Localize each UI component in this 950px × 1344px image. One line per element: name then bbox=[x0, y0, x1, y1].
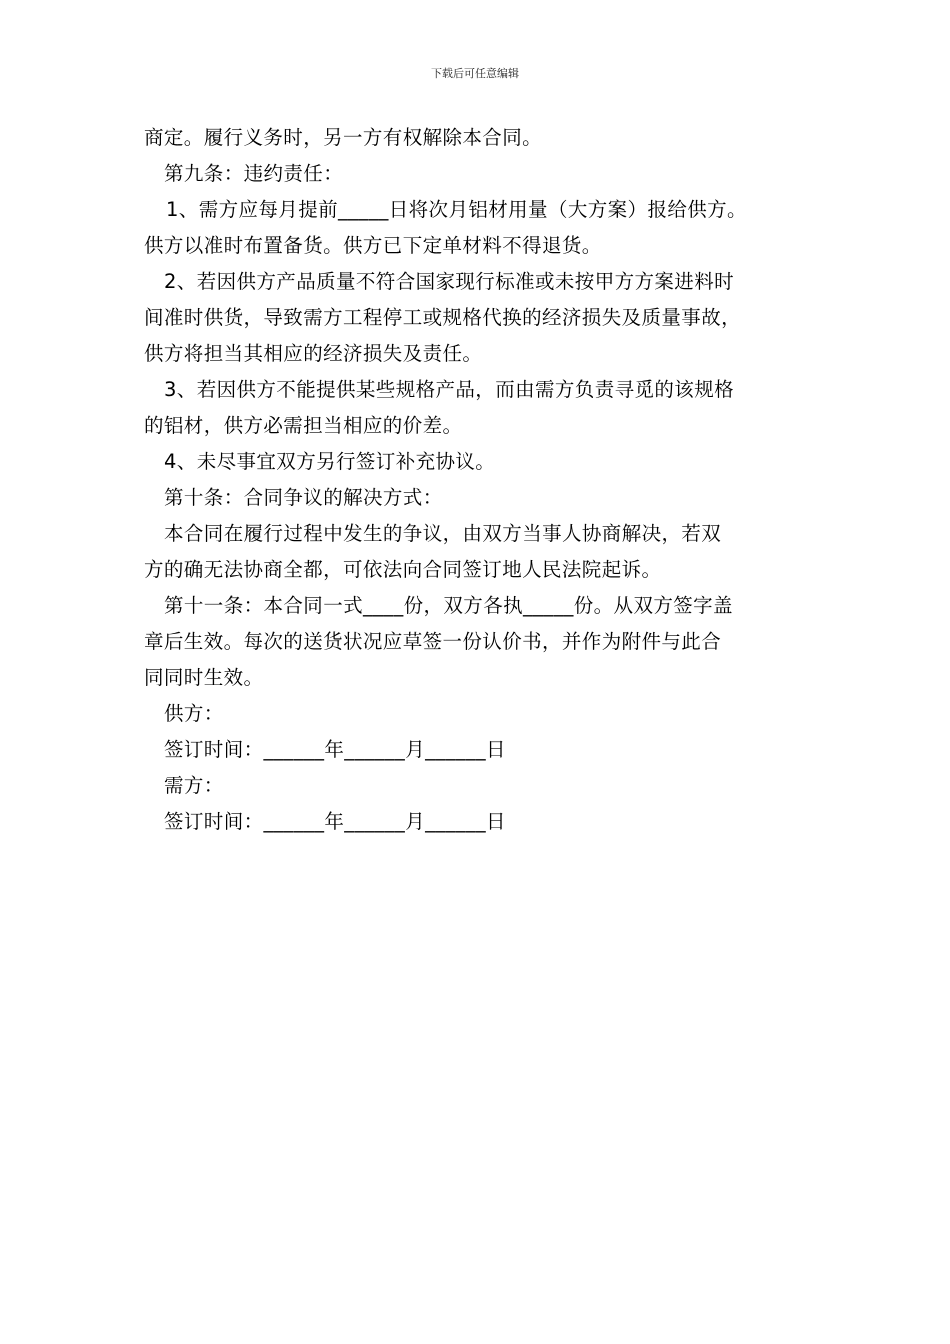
text-line: 商定。履行义务时，另一方有权解除本合同。 bbox=[144, 126, 543, 149]
buyer-label: 需方： bbox=[164, 774, 224, 797]
text-line: 间准时供货，导致需方工程停工或规格代换的经济损失及质量事故， bbox=[144, 306, 742, 329]
article-11 bbox=[144, 588, 812, 696]
supplier-label: 供方： bbox=[164, 702, 224, 725]
text-line: 同同时生效。 bbox=[144, 666, 264, 689]
text-line: 第十条：合同争议的解决方式： bbox=[164, 486, 443, 509]
supplier-sign-date: 签订时间：______年______月______日 bbox=[164, 738, 506, 761]
text-line: 的铝材，供方必需担当相应的价差。 bbox=[144, 414, 463, 437]
text-line: 第九条：违约责任： bbox=[164, 162, 344, 185]
paragraph-continuation bbox=[144, 120, 812, 156]
text-line: 2、若因供方产品质量不符合国家现行标准或未按甲方方案进料时 bbox=[164, 270, 735, 293]
text-line: 方的确无法协商全都，可依法向合同签订地人民法院起诉。 bbox=[144, 558, 662, 581]
page-header: 下载后可任意编辑 bbox=[431, 67, 519, 80]
clause-9-4 bbox=[144, 444, 812, 480]
text-line: 第十一条：本合同一式____份，双方各执_____份。从双方签字盖 bbox=[164, 594, 733, 617]
buyer-sign-date: 签订时间：______年______月______日 bbox=[164, 810, 506, 833]
text-line: 供方将担当其相应的经济损失及责任。 bbox=[144, 342, 483, 365]
clause-9-3 bbox=[144, 372, 812, 444]
article-9-heading bbox=[144, 156, 812, 192]
text-line: 供方以准时布置备货。供方已下定单材料不得退货。 bbox=[144, 234, 602, 257]
contract-body bbox=[144, 120, 812, 840]
text-line: 4、未尽事宜双方另行签订补充协议。 bbox=[164, 450, 496, 473]
text-line: 章后生效。每次的送货状况应草签一份认价书，并作为附件与此合 bbox=[144, 630, 722, 653]
article-10-heading bbox=[144, 480, 812, 516]
clause-9-2 bbox=[144, 264, 812, 372]
text-line: 3、若因供方不能提供某些规格产品，而由需方负责寻觅的该规格 bbox=[164, 378, 735, 401]
clause-9-1 bbox=[144, 192, 812, 264]
text-line: 1、需方应每月提前_____日将次月铝材用量（大方案）报给供方。 bbox=[166, 198, 747, 221]
article-10-body bbox=[144, 516, 812, 588]
signature-block bbox=[144, 696, 812, 840]
text-line: 本合同在履行过程中发生的争议，由双方当事人协商解决，若双 bbox=[164, 522, 722, 545]
